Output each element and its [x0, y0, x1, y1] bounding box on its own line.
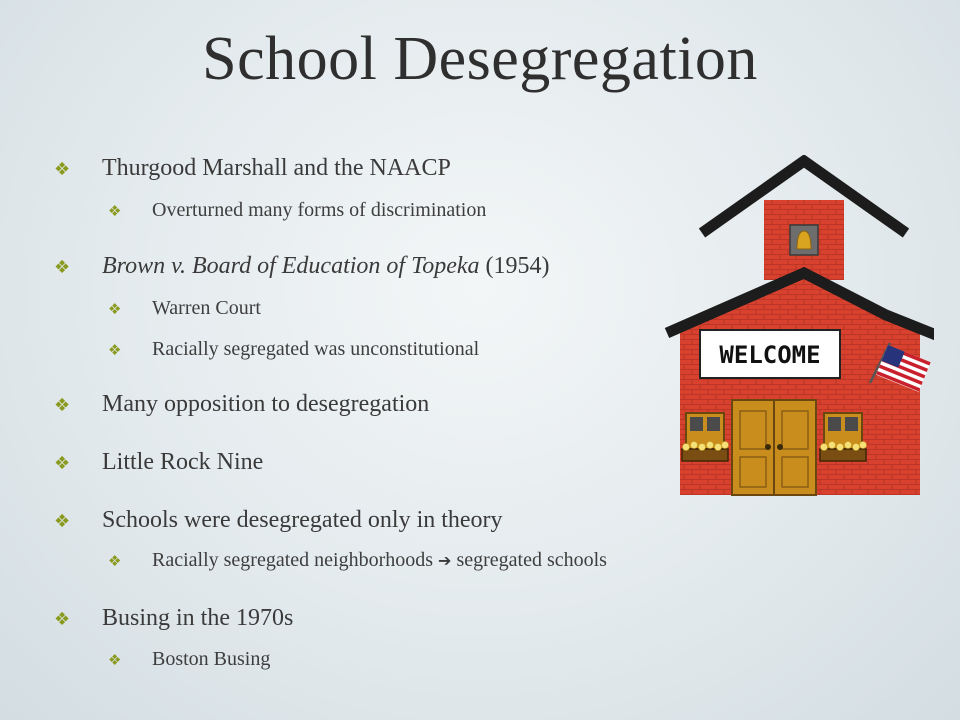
slide-title: School Desegregation [202, 25, 758, 93]
bullet-text: Busing in the 1970s [102, 605, 294, 631]
left-flower-box [682, 449, 728, 461]
diamond-bullet-icon: ❖ [108, 341, 122, 359]
sub-bullet-text: segregated schools [451, 549, 607, 571]
case-name: Brown v. Board of Education of Topeka [102, 253, 480, 279]
welcome-sign-text: WELCOME [719, 341, 821, 369]
diamond-bullet-icon: ❖ [108, 300, 122, 318]
diamond-bullet-icon: ❖ [54, 453, 71, 474]
case-year: (1954) [479, 253, 550, 279]
diamond-bullet-icon: ❖ [54, 395, 71, 416]
diamond-bullet-icon: ❖ [108, 552, 122, 570]
right-flower-box [820, 449, 866, 461]
bell-icon [797, 231, 811, 249]
bullet-item [54, 155, 451, 182]
sub-bullet-text: Boston Busing [152, 648, 271, 670]
diamond-bullet-icon: ❖ [108, 202, 122, 220]
sub-bullet-item [108, 338, 480, 361]
diamond-bullet-icon: ❖ [54, 159, 71, 180]
bullet-text: Many opposition to desegregation [102, 391, 430, 417]
sub-bullet-item [108, 199, 487, 222]
sub-bullet-item [108, 648, 271, 671]
sub-bullet-text: Overturned many forms of discrimination [152, 199, 487, 221]
diamond-bullet-icon: ❖ [54, 257, 71, 278]
sub-bullet-item [108, 297, 261, 320]
bullet-item [54, 391, 430, 418]
diamond-bullet-icon: ❖ [54, 511, 71, 532]
arrow-right-icon: ➔ [438, 551, 452, 570]
bullet-item [54, 253, 550, 280]
sub-bullet-text: Racially segregated was unconstitutional [152, 338, 480, 360]
diamond-bullet-icon: ❖ [108, 651, 122, 669]
sub-bullet-text: Warren Court [152, 297, 261, 319]
schoolhouse-clipart [664, 155, 934, 500]
diamond-bullet-icon: ❖ [54, 609, 71, 630]
bullet-text: Little Rock Nine [102, 449, 264, 475]
bullet-item [54, 605, 294, 632]
sub-bullet-item [108, 549, 607, 572]
bullet-text: Schools were desegregated only in theory [102, 507, 503, 533]
bullet-item [54, 449, 264, 476]
bullet-text: Thurgood Marshall and the NAACP [102, 155, 451, 181]
bullet-item [54, 507, 503, 534]
sub-bullet-text: Racially segregated neighborhoods [152, 549, 439, 571]
